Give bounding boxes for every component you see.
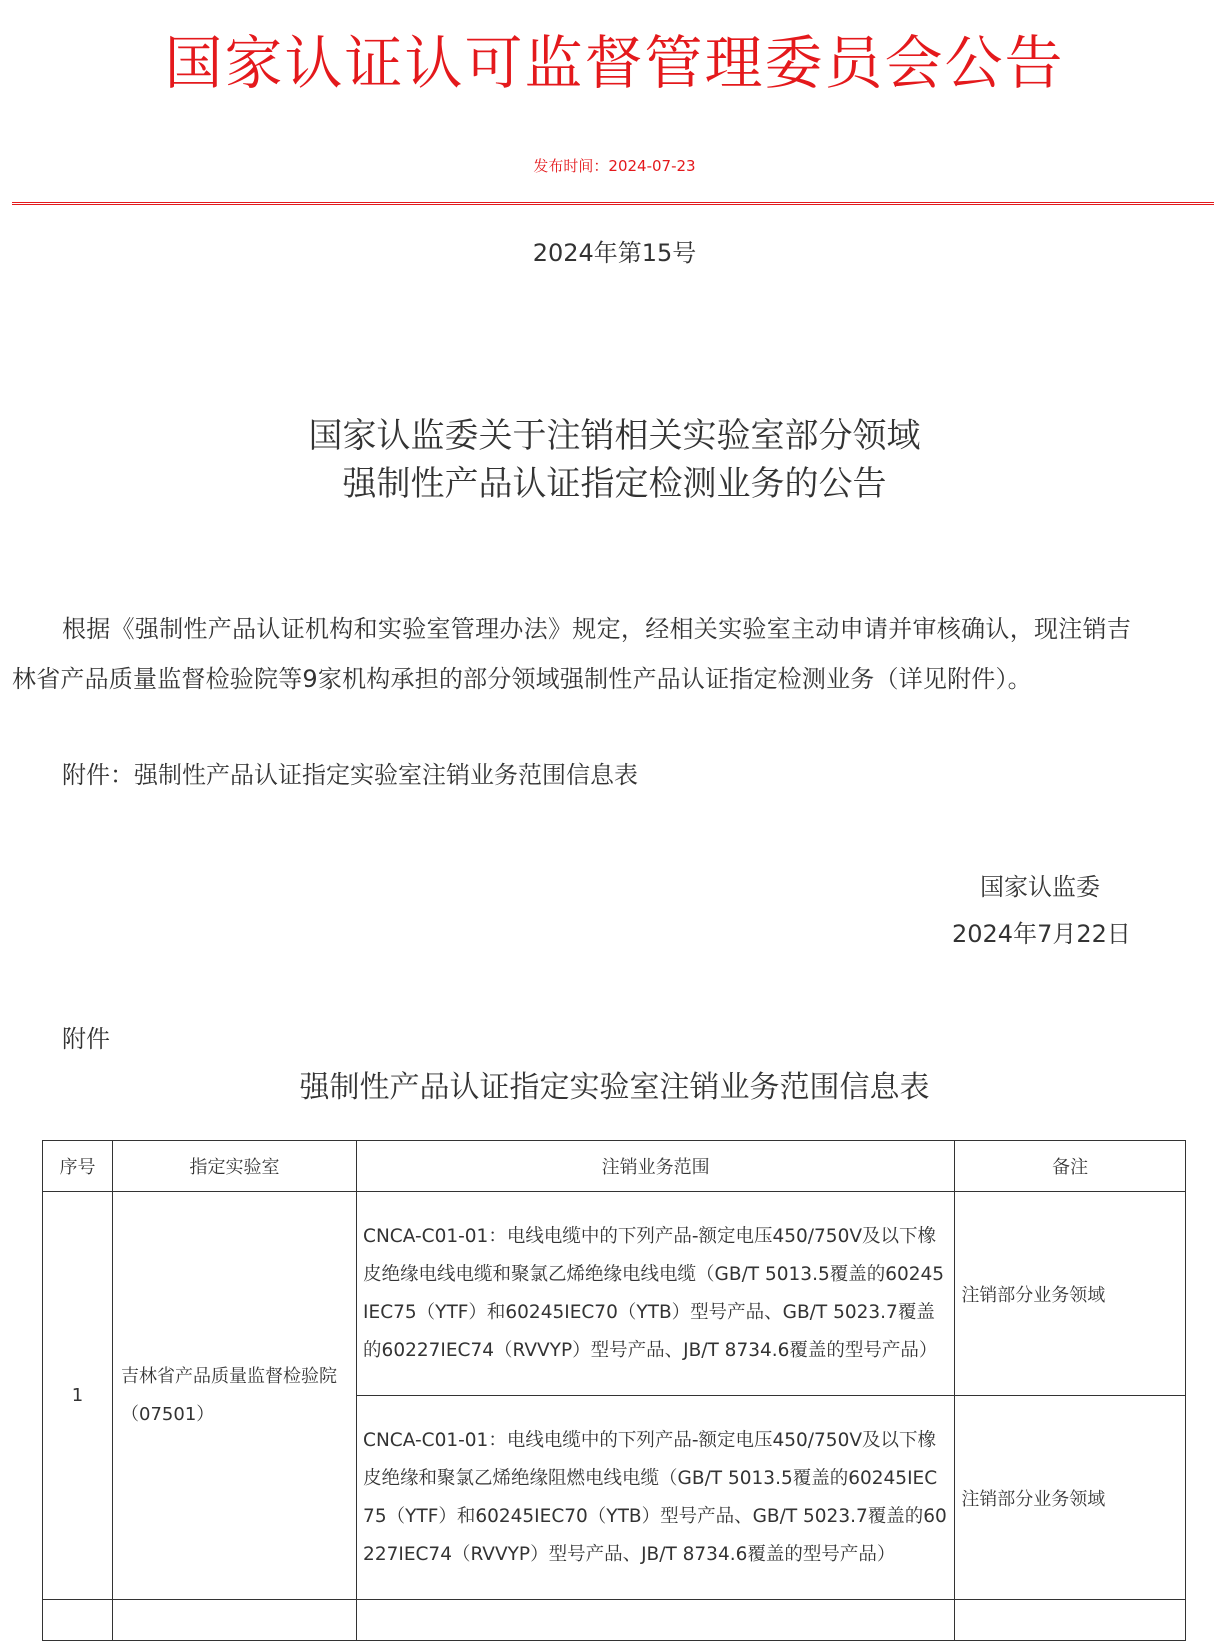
table-header-row	[43, 1141, 1186, 1192]
header-divider	[12, 202, 1214, 205]
column-header-remark: 备注	[955, 1141, 1186, 1192]
notice-number: 2024年第15号	[532, 239, 697, 267]
column-header-seq: 序号	[43, 1141, 113, 1192]
notice-body-line2: 林省产品质量监督检验院等9家机构承担的部分领域强制性产品认证指定检测业务（详见附件）。	[12, 665, 1032, 693]
row-scope: CNCA-C01-01：电线电缆中的下列产品-额定电压450/750V及以下橡皮绝缘和聚氯乙烯绝缘阻燃电线电缆（GB/T 5013.5覆盖的60245IEC75（YTF）和60245IEC70（YTB）型号产品、GB/T 5023.7覆盖的60227IEC74（RVVYP）型号产品、JB/T 8734.6覆盖的型号产品）	[357, 1396, 955, 1600]
notice-body-line1: 根据《强制性产品认证机构和实验室管理办法》规定，经相关实验室主动申请并审核确认，现注销吉	[62, 615, 1132, 643]
row-remark: 注销部分业务领域	[955, 1192, 1186, 1396]
column-header-lab: 指定实验室	[113, 1141, 357, 1192]
continued-cell	[43, 1600, 113, 1641]
row-scope: CNCA-C01-01：电线电缆中的下列产品-额定电压450/750V及以下橡皮绝缘电线电缆和聚氯乙烯绝缘电线电缆（GB/T 5013.5覆盖的60245IEC75（YTF）和60245IEC70（YTB）型号产品、GB/T 5023.7覆盖的60227IEC74（RVVYP）型号产品、JB/T 8734.6覆盖的型号产品）	[357, 1192, 955, 1396]
table-row	[43, 1192, 1186, 1396]
row-seq: 1	[43, 1192, 113, 1600]
signature-date: 2024年7月22日	[952, 920, 1131, 948]
continued-cell	[113, 1600, 357, 1641]
signature-organization: 国家认监委	[980, 873, 1100, 901]
continued-cell	[357, 1600, 955, 1641]
continued-cell	[955, 1600, 1186, 1641]
revocation-info-table	[42, 1140, 1186, 1641]
attachment-reference: 附件：强制性产品认证指定实验室注销业务范围信息表	[62, 761, 638, 789]
row-remark: 注销部分业务领域	[955, 1396, 1186, 1600]
page-title: 国家认证认可监督管理委员会公告	[164, 29, 1065, 97]
column-header-scope: 注销业务范围	[357, 1141, 955, 1192]
notice-headline-line2: 强制性产品认证指定检测业务的公告	[342, 464, 887, 504]
publish-date: 发布时间：2024-07-23	[533, 157, 696, 175]
row-lab: 吉林省产品质量监督检验院（07501）	[113, 1192, 357, 1600]
table-row-continued	[43, 1600, 1186, 1641]
appendix-table-title: 强制性产品认证指定实验室注销业务范围信息表	[299, 1070, 930, 1105]
notice-headline-line1: 国家认监委关于注销相关实验室部分领域	[308, 416, 921, 456]
appendix-label: 附件	[62, 1025, 110, 1053]
